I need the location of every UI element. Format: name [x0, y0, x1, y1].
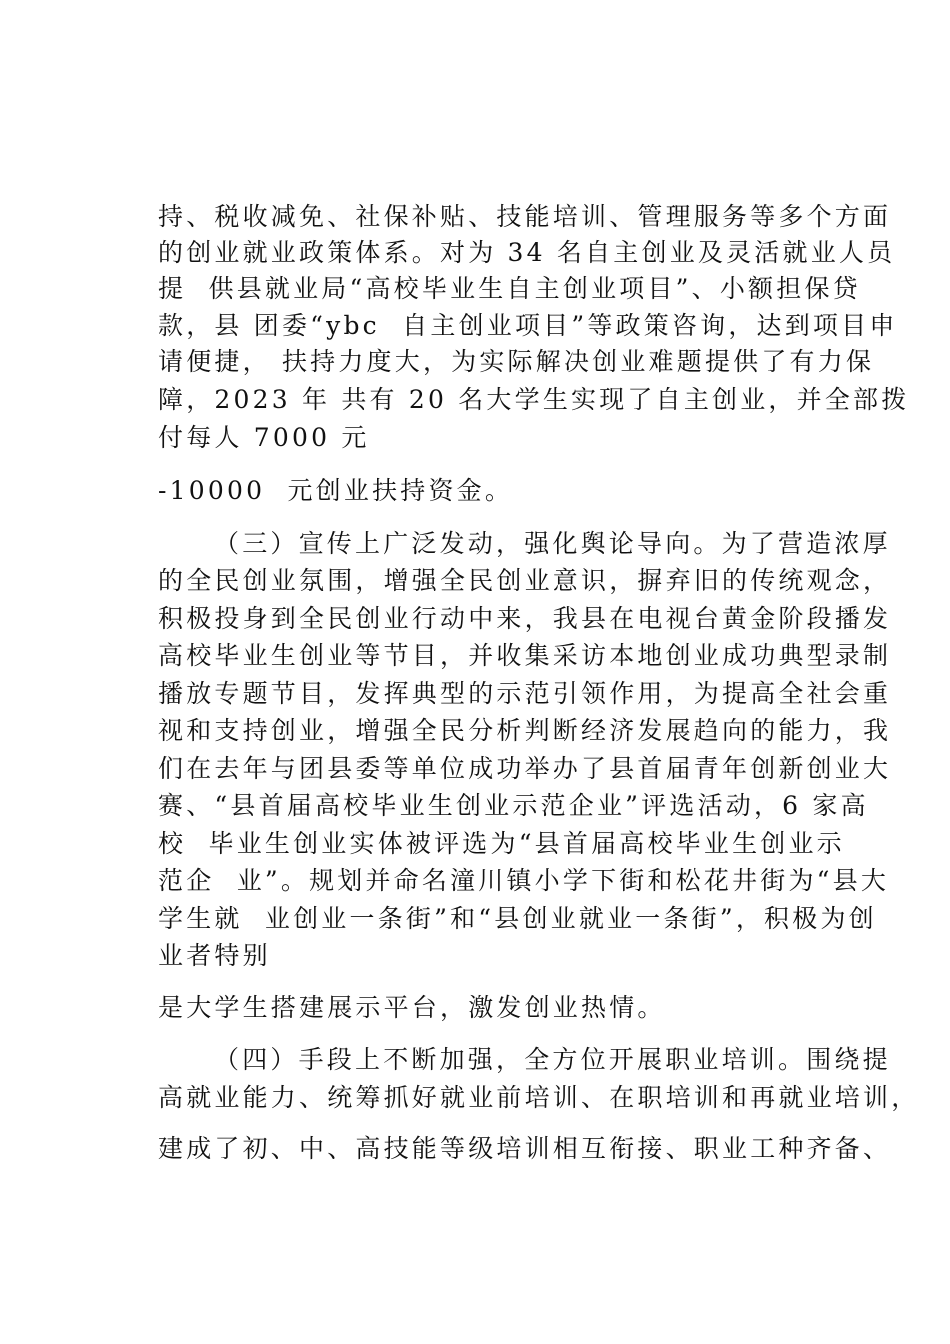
- text-line: 请便捷， 扶持力度大，为实际解决创业难题提供了有力保: [158, 347, 875, 376]
- text-line: 持、税收减免、社保补贴、技能培训、管理服务等多个方面: [158, 202, 892, 231]
- text-line: 障，2023 年 共有 20 名大学生实现了自主创业，并全部拨: [158, 385, 910, 414]
- text-line: 是大学生搭建展示平台，激发创业热情。: [158, 993, 666, 1022]
- text-line: 高校毕业生创业等节目，并收集采访本地创业成功典型录制: [158, 641, 892, 670]
- text-line: 赛、“县首届高校毕业生创业示范企业”评选活动，6 家高: [158, 791, 869, 820]
- text-line: 款，县 团委“ybc 自主创业项目”等政策咨询，达到项目申: [158, 311, 898, 340]
- text-line: 的全民创业氛围，增强全民创业意识，摒弃旧的传统观念，: [158, 566, 892, 595]
- text-line: 学生就 业创业一条街”和“县创业就业一条街”，积极为创: [158, 904, 877, 933]
- text-line: 视和支持创业，增强全民分析判断经济发展趋向的能力，我: [158, 716, 892, 745]
- text-line: 范企 业”。规划并命名潼川镇小学下街和松花井街为“县大: [158, 866, 890, 895]
- text-line: 高就业能力、统筹抓好就业前培训、在职培训和再就业培训，: [158, 1083, 920, 1112]
- text-line: -10000 元创业扶持资金。: [158, 476, 514, 505]
- text-line: 播放专题节目，发挥典型的示范引领作用，为提高全社会重: [158, 679, 892, 708]
- text-line: 提 供县就业局“高校毕业生自主创业项目”、小额担保贷: [158, 274, 861, 303]
- paragraph-heading-3: （三）宣传上广泛发动，强化舆论导向。为了营造浓厚: [214, 529, 891, 558]
- text-line: 的创业就业政策体系。对为 34 名自主创业及灵活就业人员: [158, 238, 896, 267]
- text-line: 建成了初、中、高技能等级培训相互衔接、职业工种齐备、: [158, 1134, 892, 1163]
- text-line: 校 毕业生创业实体被评选为“县首届高校毕业生创业示: [158, 829, 845, 858]
- text-line: 积极投身到全民创业行动中来，我县在电视台黄金阶段播发: [158, 604, 892, 633]
- text-line: 们在去年与团县委等单位成功举办了县首届青年创新创业大: [158, 754, 892, 783]
- text-line: 付每人 7000 元: [158, 423, 370, 452]
- text-line: 业者特别: [158, 941, 271, 970]
- paragraph-heading-4: （四）手段上不断加强，全方位开展职业培训。围绕提: [214, 1045, 891, 1074]
